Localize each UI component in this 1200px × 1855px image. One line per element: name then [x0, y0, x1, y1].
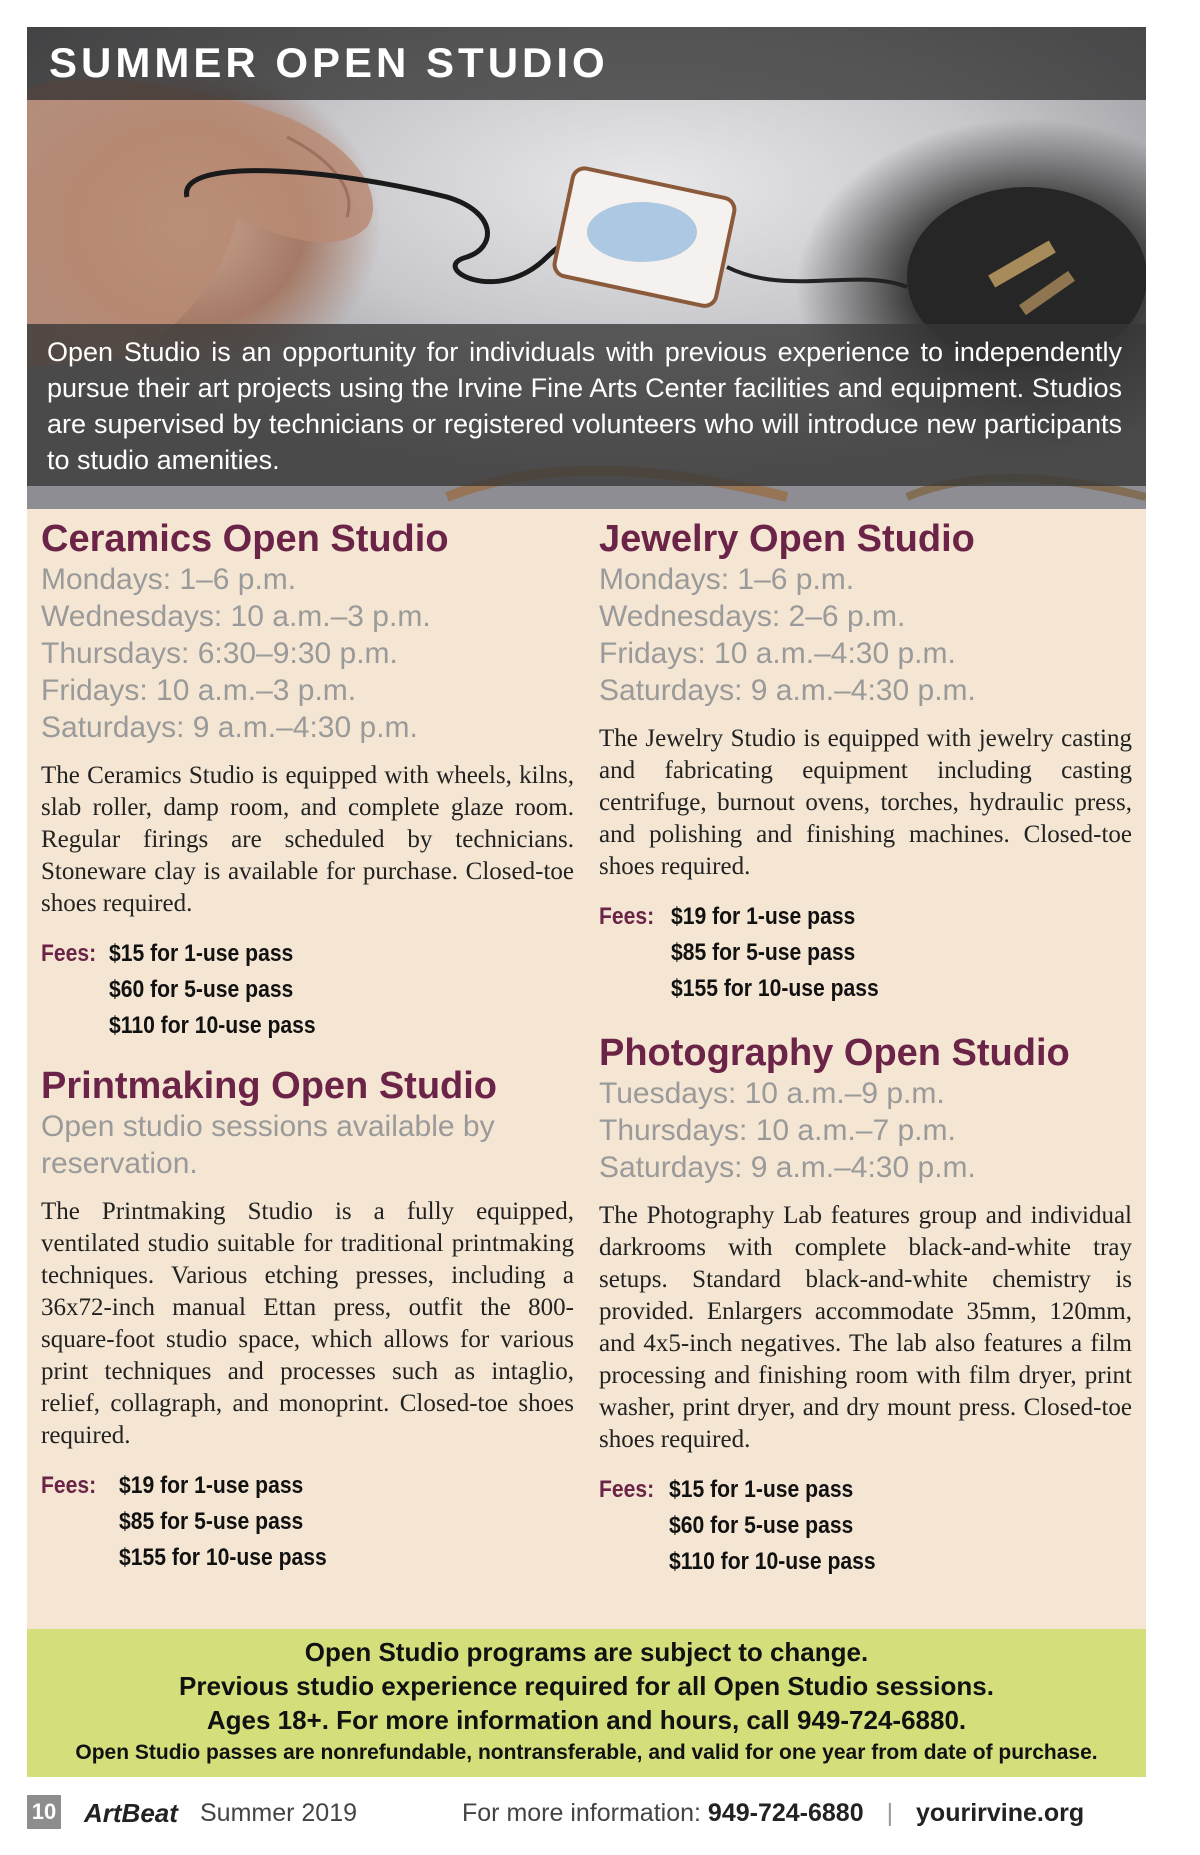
hours-line: Open studio sessions available by — [41, 1110, 495, 1143]
hero-title-bar — [27, 27, 1146, 100]
hours-line: Thursdays: 10 a.m.–7 p.m. — [599, 1114, 956, 1147]
hours-line: Mondays: 1–6 p.m. — [599, 563, 855, 596]
jewelry-fees — [599, 899, 1132, 1007]
separator: | — [886, 1799, 894, 1827]
hours-line: Wednesdays: 10 a.m.–3 p.m. — [41, 600, 431, 633]
intro-panel — [27, 324, 1146, 486]
hours-line: Mondays: 1–6 p.m. — [41, 563, 297, 596]
ceramics-section — [41, 517, 574, 1044]
fee-item: $15 for 1-use pass — [109, 940, 294, 967]
fees-list — [671, 899, 879, 1007]
jewelry-title: Jewelry Open Studio — [599, 518, 975, 560]
printmaking-section — [41, 1064, 574, 1576]
hours-line: Fridays: 10 a.m.–4:30 p.m. — [599, 637, 956, 670]
hours-line: Saturdays: 9 a.m.–4:30 p.m. — [599, 674, 976, 707]
hero-banner — [27, 27, 1146, 509]
right-column — [599, 517, 1132, 1600]
jewelry-description: The Jewelry Studio is equipped with jewelry casting and fabricating equipment including casting centrifuge, burnout ovens, torches, hydraulic press, and polishing and finishing machines. Closed-toe shoes required. — [599, 725, 1132, 880]
fees-list — [119, 1468, 327, 1576]
page-title: SUMMER OPEN STUDIO — [49, 39, 609, 86]
photography-hours — [599, 1075, 1132, 1186]
ceramics-hours — [41, 561, 574, 746]
ceramics-description: The Ceramics Studio is equipped with wheels, kilns, slab roller, damp room, and complete glaze room. Regular firings are scheduled by technicians. Stoneware clay is available for purchase. Closed-toe shoes required. — [41, 762, 574, 917]
notice-line: Previous studio experience required for all Open Studio sessions. — [179, 1671, 994, 1701]
printmaking-hours — [41, 1108, 574, 1182]
printmaking-description: The Printmaking Studio is a fully equipped, ventilated studio suitable for traditional printmaking techniques. Various etching presses, including a 36x72-inch manual Ettan press, outfit the 800-square-foot studio space, which allows for various print techniques and processes such as intaglio, relief, collagraph, and monoprint. Closed-toe shoes required. — [41, 1198, 574, 1449]
intro-text: Open Studio is an opportunity for individuals with previous experience to independently pursue their art projects using the Irvine Fine Arts Center facilities and equipment. Studios are supervised by technicians or registered volunteers who will introduce new participants to studio amenities. — [47, 337, 1122, 475]
page-number: 10 — [27, 1795, 61, 1829]
publication-name: ArtBeat — [84, 1798, 178, 1828]
fee-item: $85 for 5-use pass — [119, 1508, 304, 1535]
fee-item: $85 for 5-use pass — [671, 939, 856, 966]
ceramics-title: Ceramics Open Studio — [41, 518, 449, 560]
phone-number: 949-724-6880 — [707, 1799, 864, 1827]
studio-listings — [27, 509, 1146, 1629]
hours-line: Thursdays: 6:30–9:30 p.m. — [41, 637, 398, 670]
fees-list — [109, 936, 316, 1044]
fee-item: $15 for 1-use pass — [669, 1476, 854, 1503]
photography-fees — [599, 1472, 1132, 1580]
hours-line: Fridays: 10 a.m.–3 p.m. — [41, 674, 357, 707]
fee-item: $155 for 10-use pass — [671, 975, 879, 1002]
notice-box — [27, 1629, 1146, 1777]
hours-line: Saturdays: 9 a.m.–4:30 p.m. — [599, 1151, 976, 1184]
printmaking-fees — [41, 1468, 574, 1576]
fees-label: Fees: — [599, 1476, 655, 1503]
notice-line: Ages 18+. For more information and hours, call 949-724-6880. — [206, 1705, 967, 1735]
fees-label: Fees: — [41, 1472, 97, 1499]
fee-item: $155 for 10-use pass — [119, 1544, 327, 1571]
notice-line: Open Studio programs are subject to change. — [304, 1637, 869, 1667]
jewelry-section — [599, 517, 1132, 1007]
notice-line: Open Studio passes are nonrefundable, nontransferable, and valid for one year from date of purchase. — [75, 1741, 1098, 1764]
printmaking-title: Printmaking Open Studio — [41, 1065, 498, 1107]
left-column — [41, 517, 574, 1596]
fee-item: $110 for 10-use pass — [669, 1548, 876, 1575]
issue-season: Summer 2019 — [200, 1799, 358, 1827]
hours-line: Wednesdays: 2–6 p.m. — [599, 600, 906, 633]
hours-line: Saturdays: 9 a.m.–4:30 p.m. — [41, 711, 418, 744]
info-label: For more information: — [462, 1799, 701, 1827]
photography-title: Photography Open Studio — [599, 1032, 1070, 1074]
page — [27, 27, 1146, 1777]
jewelry-hours — [599, 561, 1132, 709]
footer-info — [462, 1799, 1084, 1828]
fees-list — [669, 1472, 876, 1580]
fees-label: Fees: — [599, 903, 655, 930]
fee-item: $60 for 5-use pass — [109, 976, 294, 1003]
fees-label: Fees: — [41, 940, 97, 967]
website-link[interactable]: yourirvine.org — [916, 1799, 1085, 1827]
footer — [27, 1795, 1146, 1835]
photography-section — [599, 1031, 1132, 1580]
fee-item: $19 for 1-use pass — [671, 903, 856, 930]
hours-line: reservation. — [41, 1147, 198, 1180]
hours-line: Tuesdays: 10 a.m.–9 p.m. — [599, 1077, 945, 1110]
ceramics-fees — [41, 936, 574, 1044]
fee-item: $110 for 10-use pass — [109, 1012, 316, 1039]
fee-item: $19 for 1-use pass — [119, 1472, 304, 1499]
fee-item: $60 for 5-use pass — [669, 1512, 854, 1539]
photography-description: The Photography Lab features group and individual darkrooms with complete black-and-white tray setups. Standard black-and-white chemistry is provided. Enlargers accommodate 35mm, 120mm, and 4x5-inch negatives. The lab also features a film processing and finishing room with film dryer, print washer, print dryer, and dry mount press. Closed-toe shoes required. — [599, 1202, 1132, 1453]
